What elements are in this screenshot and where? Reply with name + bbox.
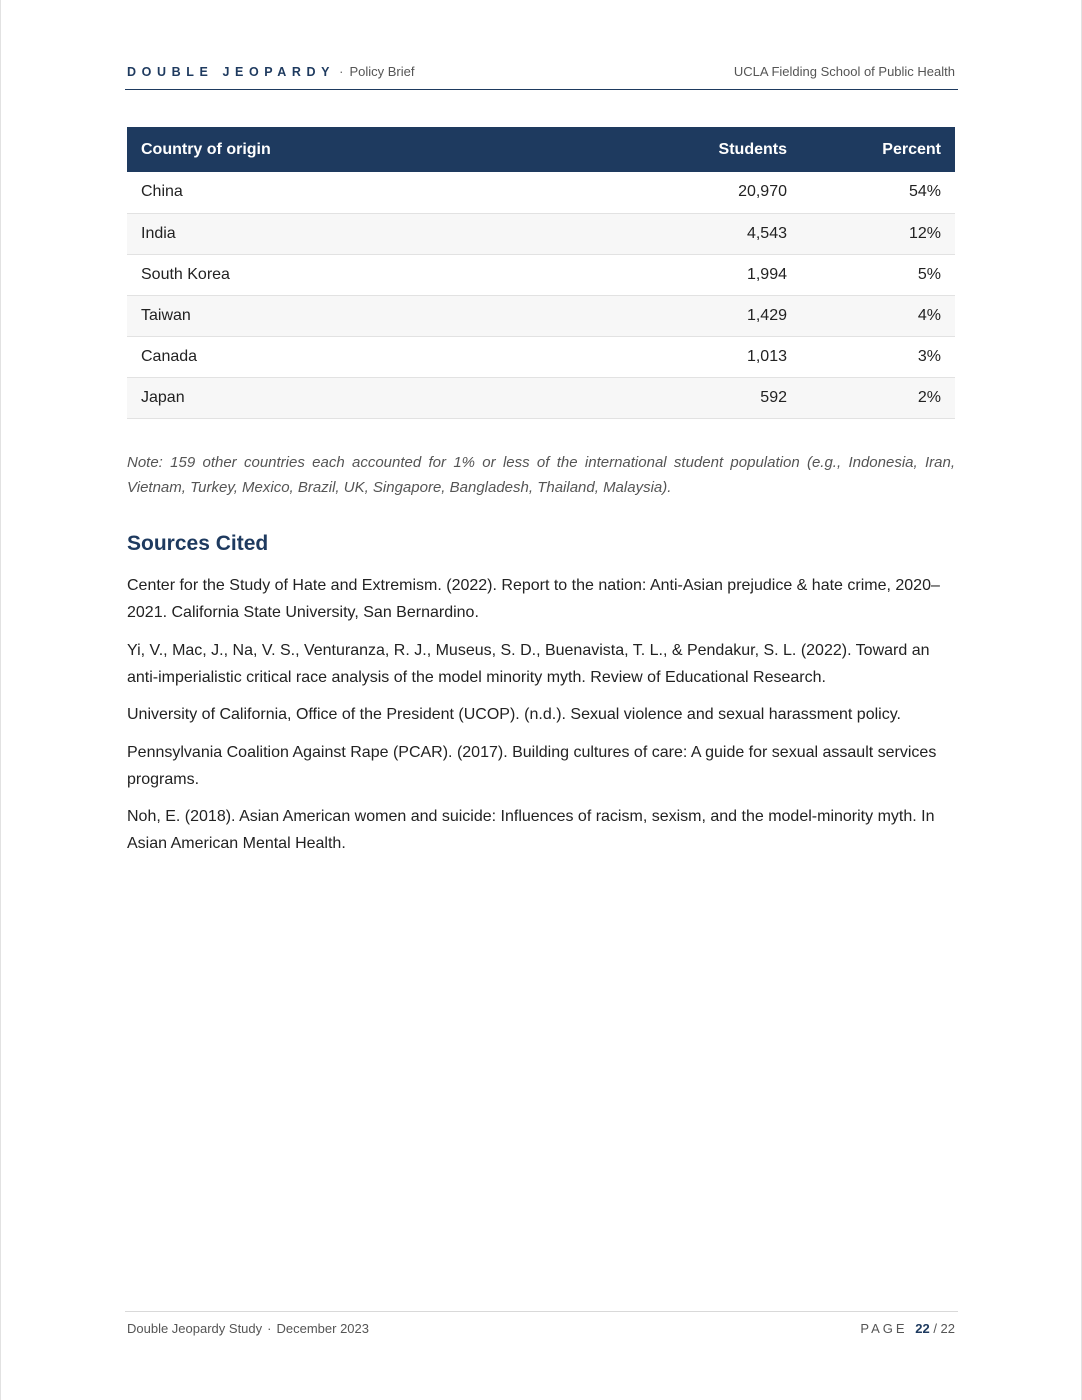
table-row [127, 295, 955, 336]
cell-country: Japan [127, 377, 647, 418]
cell-country: Canada [127, 336, 647, 377]
table-row [127, 213, 955, 254]
table-row [127, 336, 955, 377]
footer-separator: · [267, 1321, 272, 1336]
source-item: Pennsylvania Coalition Against Rape (PCAR). (2017). Building cultures of care: A guide for sexual assault services programs. [127, 743, 937, 788]
page-current: 22 [915, 1321, 930, 1336]
cell-country: Taiwan [127, 295, 647, 336]
cell-country: China [127, 172, 647, 213]
page-total: / 22 [933, 1321, 955, 1336]
table-row [127, 377, 955, 418]
source-item: Noh, E. (2018). Asian American women and suicide: Influences of racism, sexism, and the model-minority myth. In Asian American Mental Health. [127, 808, 935, 852]
table-header-row [127, 127, 955, 172]
source-item: Yi, V., Mac, J., Na, V. S., Venturanza, R. J., Museus, S. D., Buenavista, T. L., & Pendakur, S. L. (2022). Toward an anti-imperialistic critical race analysis of the model minority myth. Review of Educational Research. [127, 641, 930, 686]
header-left [125, 64, 414, 79]
source-item: University of California, Office of the President (UCOP). (n.d.). Sexual violence and sexual harassment policy. [127, 706, 901, 723]
cell-percent: 5% [801, 254, 955, 295]
sources-heading: Sources Cited [127, 532, 269, 555]
header-separator: · [339, 64, 344, 79]
page-footer [125, 1311, 958, 1336]
cell-students: 1,013 [647, 336, 801, 377]
table-body [127, 172, 955, 418]
country-table [127, 127, 955, 419]
cell-percent: 12% [801, 213, 955, 254]
page-number [860, 1321, 958, 1336]
cell-percent: 3% [801, 336, 955, 377]
brand-title: DOUBLE JEOPARDY [127, 65, 336, 79]
cell-percent: 4% [801, 295, 955, 336]
footer-date: December 2023 [276, 1321, 369, 1336]
cell-students: 1,429 [647, 295, 801, 336]
table-note: Note: 159 other countries each accounted for 1% or less of the international student population (e.g., Indonesia, Iran, Vietnam, Turkey, Mexico, Brazil, UK, Singapore, Bangladesh, Thailand, Malaysia). [127, 454, 955, 496]
sources-list [127, 572, 955, 868]
header-institution: UCLA Fielding School of Public Health [733, 64, 955, 79]
header-students: Students [647, 127, 801, 172]
cell-country: India [127, 213, 647, 254]
table-row [127, 172, 955, 213]
cell-students: 1,994 [647, 254, 801, 295]
source-item: Center for the Study of Hate and Extremism. (2022). Report to the nation: Anti-Asian prejudice & hate crime, 2020–2021. California State University, San Bernardino. [127, 577, 940, 621]
table-head [127, 127, 955, 172]
header-country: Country of origin [127, 127, 647, 172]
page-edge-left [0, 0, 1, 1400]
footer-study: Double Jeopardy Study [127, 1321, 263, 1336]
page-header [125, 64, 958, 90]
footer-left [125, 1321, 369, 1336]
cell-students: 4,543 [647, 213, 801, 254]
cell-percent: 2% [801, 377, 955, 418]
header-percent: Percent [801, 127, 955, 172]
table-row [127, 254, 955, 295]
cell-percent: 54% [801, 172, 955, 213]
cell-country: South Korea [127, 254, 647, 295]
header-subtitle: Policy Brief [349, 64, 415, 79]
cell-students: 592 [647, 377, 801, 418]
cell-students: 20,970 [647, 172, 801, 213]
page-label: PAGE [860, 1321, 908, 1336]
